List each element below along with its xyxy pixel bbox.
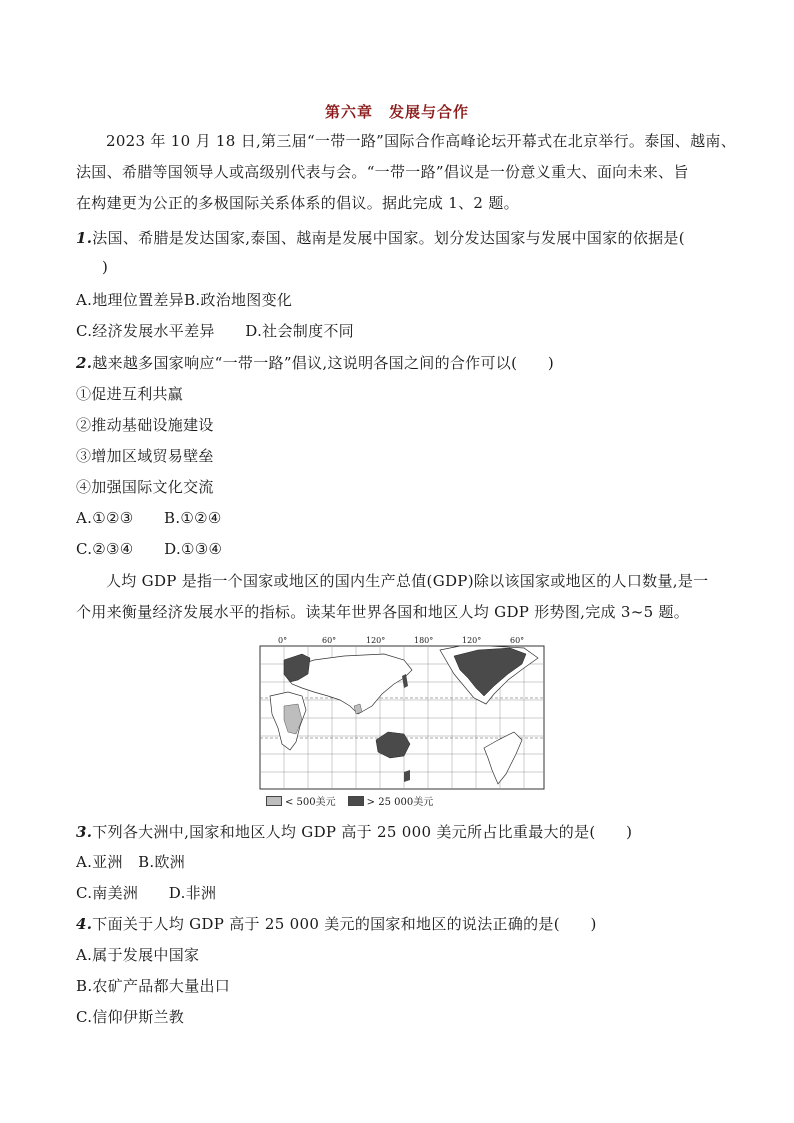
question-4-option-b: B.农矿产品都大量出口 <box>76 977 231 995</box>
legend-high-swatch <box>348 796 364 806</box>
question-2-item-3: ③增加区域贸易壁垒 <box>76 447 214 465</box>
passage1-line-3: 在构建更为公正的多极国际关系体系的倡议。据此完成 1、2 题。 <box>76 194 519 212</box>
passage1-line-1: 2023 年 10 月 18 日,第三届“一带一路”国际合作高峰论坛开幕式在北京举行。泰国、越南、 <box>106 132 736 150</box>
question-4-number: 4. <box>76 915 93 933</box>
question-4-option-a: A.属于发展中国家 <box>76 946 200 964</box>
question-4-option-c: C.信仰伊斯兰教 <box>76 1008 185 1026</box>
map-legend <box>266 793 433 808</box>
question-4 <box>76 913 597 934</box>
chapter-title: 第六章 发展与合作 <box>324 103 469 121</box>
world-gdp-map <box>254 634 546 810</box>
lon-label-60e: 60° <box>322 636 337 645</box>
lon-label-60w: 60° <box>510 636 525 645</box>
world-map-svg <box>254 634 546 810</box>
lon-label-120w: 120° <box>462 636 482 645</box>
lon-label-180: 180° <box>414 636 434 645</box>
question-2-item-2: ②推动基础设施建设 <box>76 416 214 434</box>
question-1-paren: ) <box>102 258 109 276</box>
lon-label-0: 0° <box>278 636 288 645</box>
question-2-option-row-1: A.①②③ B.①②④ <box>76 509 222 527</box>
legend-low-swatch <box>266 796 282 806</box>
new-zealand-high-gdp <box>404 770 410 782</box>
question-2-text: 越来越多国家响应“一带一路”倡议,这说明各国之间的合作可以( ) <box>92 354 554 372</box>
lon-label-120e: 120° <box>366 636 386 645</box>
legend-high-label: > 25 000美元 <box>366 797 434 808</box>
question-3-option-row-1: A.亚洲 B.欧洲 <box>76 853 186 871</box>
question-2-number: 2. <box>76 354 93 372</box>
question-4-text: 下面关于人均 GDP 高于 25 000 美元的国家和地区的说法正确的是( ) <box>92 915 597 933</box>
passage1-line-2: 法国、希腊等国领导人或高级别代表与会。“一带一路”倡议是一份意义重大、面向未来、旨 <box>76 163 689 181</box>
passage2-line-2: 个用来衡量经济发展水平的指标。读某年世界各国和地区人均 GDP 形势图,完成 3~5 题。 <box>76 603 690 621</box>
question-2-item-1: ①促进互利共赢 <box>76 385 184 403</box>
passage2-line-1: 人均 GDP 是指一个国家或地区的国内生产总值(GDP)除以该国家或地区的人口数量,是一 <box>106 572 709 590</box>
question-3-option-row-2: C.南美洲 D.非洲 <box>76 884 217 902</box>
question-3 <box>76 821 632 842</box>
question-2-option-row-2: C.②③④ D.①③④ <box>76 540 223 558</box>
question-1-text: 法国、希腊是发达国家,泰国、越南是发展中国家。划分发达国家与发展中国家的依据是( <box>92 229 685 247</box>
question-2-item-4: ④加强国际文化交流 <box>76 478 214 496</box>
question-1-number: 1. <box>76 229 93 247</box>
question-2 <box>76 352 554 373</box>
legend-low-label: < 500美元 <box>285 797 336 808</box>
question-1-option-row-2: C.经济发展水平差异 D.社会制度不同 <box>76 322 354 340</box>
question-1-option-row-1: A.地理位置差异B.政治地图变化 <box>76 291 293 309</box>
question-3-text: 下列各大洲中,国家和地区人均 GDP 高于 25 000 美元所占比重最大的是( ) <box>92 823 633 841</box>
question-1 <box>76 227 685 248</box>
question-3-number: 3. <box>76 823 93 841</box>
